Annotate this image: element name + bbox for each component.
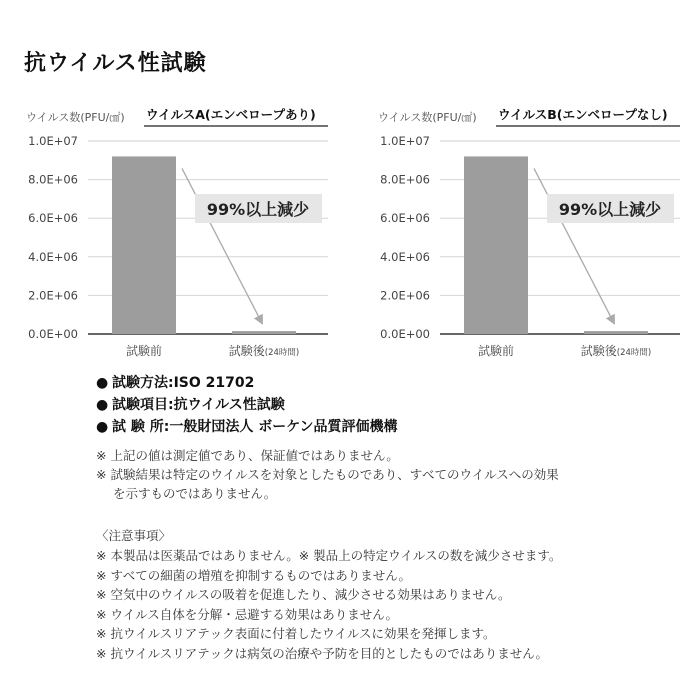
x-tick-label: 試験前 xyxy=(477,344,515,358)
page-title: 抗ウイルス性試験 xyxy=(24,51,207,76)
caution-item: ※ ウイルス自体を分解・忌避する効果はありません。 xyxy=(96,606,398,622)
bar xyxy=(112,156,176,334)
bar xyxy=(584,331,648,334)
caution-item: ※ すべての細菌の増殖を抑制するものではありません。 xyxy=(96,567,411,583)
bullet-icon: ● xyxy=(96,375,109,391)
bar xyxy=(232,331,296,334)
y-tick-label: 0.0E+00 xyxy=(380,327,430,341)
note-line: ※ 上記の値は測定値であり、保証値ではありません。 xyxy=(96,448,399,463)
y-tick-label: 8.0E+06 xyxy=(380,172,430,187)
note-line: ※ 試験結果は特定のウイルスを対象としたものであり、すべてのウイルスへの効果 xyxy=(96,467,559,482)
bullet-icon: ● xyxy=(96,397,109,413)
y-tick-label: 0.0E+00 xyxy=(28,327,78,341)
test-method-text: 試験方法:ISO 21702 xyxy=(112,375,255,391)
y-tick-label: 8.0E+06 xyxy=(28,172,78,187)
annotation-text: 99%以上減少 xyxy=(558,200,662,219)
chart-title: ウイルスA(エンベロープあり) xyxy=(146,107,316,122)
test-item-text: 試験項目:抗ウイルス性試験 xyxy=(112,397,285,413)
caution-item: ※ 本製品は医薬品ではありません。※ 製品上の特定ウイルスの数を減少させます。 xyxy=(96,548,562,563)
y-tick-label: 4.0E+06 xyxy=(380,249,430,264)
caution-heading: 〈注意事項〉 xyxy=(96,528,172,543)
y-axis-label: ウイルス数(PFU/㎠) xyxy=(378,111,477,124)
caution-item: ※ 抗ウイルスリアテック表面に付着したウイルスに効果を発揮します。 xyxy=(96,626,496,641)
reduction-arrow xyxy=(182,168,262,323)
test-lab xyxy=(96,416,398,438)
test-item xyxy=(96,394,398,416)
y-tick-label: 2.0E+06 xyxy=(380,288,430,303)
bar xyxy=(464,156,528,334)
x-tick-label: 試験後(24時間) xyxy=(228,344,300,358)
y-axis-label: ウイルス数(PFU/㎠) xyxy=(26,111,125,124)
caution-item: ※ 空気中のウイルスの吸着を促進したり、減少させる効果はありません。 xyxy=(96,587,511,602)
y-tick-label: 1.0E+07 xyxy=(28,134,78,148)
bullet-icon: ● xyxy=(96,419,109,435)
caution-item: ※ 抗ウイルスリアテックは病気の治療や予防を目的としたものではありません。 xyxy=(96,645,548,661)
annotation-text: 99%以上減少 xyxy=(206,200,310,219)
y-tick-label: 6.0E+06 xyxy=(28,211,78,226)
x-tick-label: 試験後(24時間) xyxy=(580,344,652,358)
test-method xyxy=(96,372,398,394)
caution-section xyxy=(96,526,561,663)
y-tick-label: 4.0E+06 xyxy=(28,249,78,264)
y-tick-label: 1.0E+07 xyxy=(380,134,430,148)
test-lab-text: 試 験 所:一般財団法人 ボーケン品質評価機構 xyxy=(112,419,398,435)
y-tick-label: 6.0E+06 xyxy=(380,211,430,226)
x-tick-label: 試験前 xyxy=(125,344,163,358)
notes xyxy=(96,446,559,503)
reduction-arrow xyxy=(534,168,614,323)
y-tick-label: 2.0E+06 xyxy=(28,288,78,303)
test-info xyxy=(96,372,398,438)
chart-title: ウイルスB(エンベロープなし) xyxy=(498,107,668,122)
note-line: を示すものではありません。 xyxy=(113,486,277,501)
